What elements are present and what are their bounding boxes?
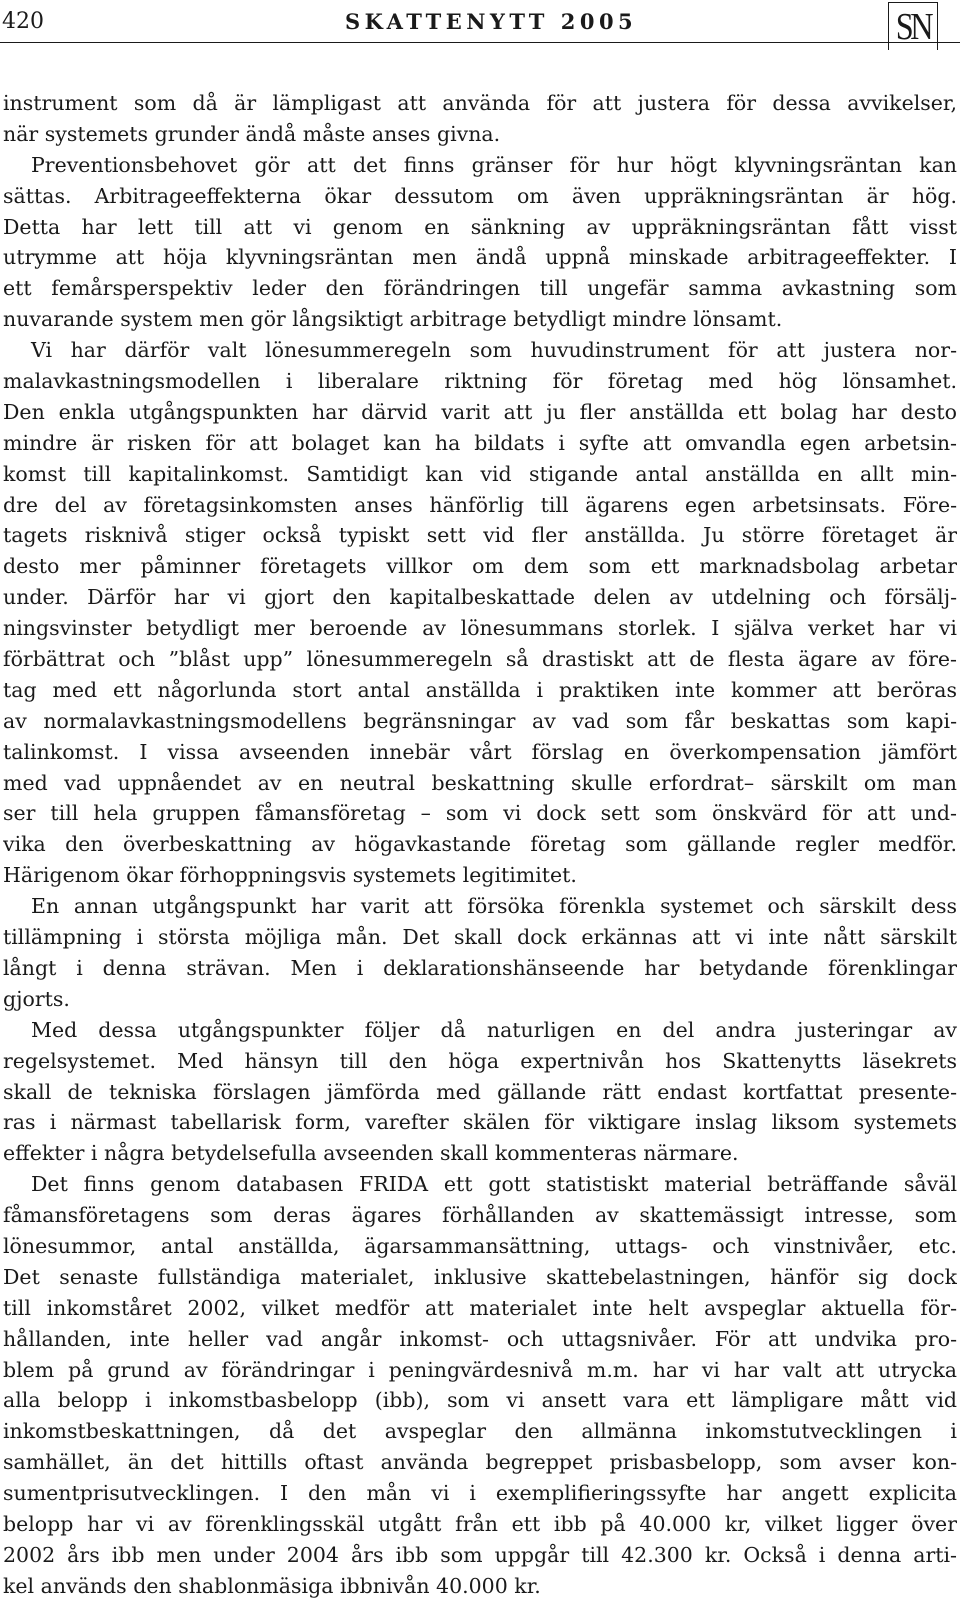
text-line: dre del av företagsinkomsten anses hänförlig till ägarens egen arbetsinsats. Före- [3, 492, 957, 517]
text-line: med vad uppnåendet av en neutral beskattning skulle erfordrat– särskilt om man [3, 770, 957, 795]
page-header [0, 0, 960, 50]
text-line: ningsvinster betydligt mer beroende av lönesummans storlek. I själva verket har vi [3, 616, 957, 641]
text-line: komst till kapitalinkomst. Samtidigt kan vid stigande antal anställda en allt min- [3, 461, 957, 486]
header-rule [0, 42, 960, 43]
text-line: Härigenom ökar förhoppningsvis systemets legitimitet. [3, 863, 577, 888]
text-line: tagets risknivå stiger också typiskt sett vid fler anställda. Ju större företaget är [3, 523, 957, 548]
text-line: malavkastningsmodellen i liberalare riktning för företag med hög lönsamhet. [3, 369, 957, 394]
text-line: Det senaste fullständiga materialet, inklusive skattebelastningen, hänför sig dock [3, 1264, 957, 1289]
text-line: Preventionsbehovet gör att det finns gränser för hur högt klyvningsräntan kan [31, 152, 957, 177]
text-line: blem på grund av förändringar i peningvärdesnivå m.m. har vi har valt att utrycka [3, 1357, 957, 1382]
text-line: under. Därför har vi gjort den kapitalbeskattade delen av utdelning och försälj- [3, 585, 957, 610]
text-line: när systemets grunder ändå måste anses givna. [3, 121, 501, 146]
text-line: Vi har därför valt lönesummeregeln som huvudinstrument för att justera nor- [31, 338, 957, 363]
text-line: gjorts. [3, 986, 70, 1011]
text-line: till inkomståret 2002, vilket medför att materialet inte helt avspeglar aktuella för- [3, 1295, 957, 1320]
text-line: utrymme att höja klyvningsräntan men ändå uppnå minskade arbitrageeffekter. I [3, 245, 957, 270]
text-line: fåmansföretagens som deras ägares förhållanden av skattemässigt intresse, som [3, 1203, 957, 1228]
text-line: belopp har vi av förenklingsskäl utgått från ett ibb på 40.000 kr, vilket ligger över [3, 1511, 957, 1536]
text-line: En annan utgångspunkt har varit att försöka förenkla systemet och särskilt dess [31, 894, 957, 919]
text-line: lönesummor, antal anställda, ägarsammansättning, uttags- och vinstnivåer, etc. [3, 1233, 957, 1258]
journal-logo-text: SN [895, 6, 931, 48]
text-line: instrument som då är lämpligast att använda för att justera för dessa avvikelser, [3, 91, 957, 115]
journal-title: SKATTENYTT 2005 [345, 9, 638, 34]
text-line: skall de tekniska förslagen jämförda med gällande rätt endast kortfattat presente- [3, 1079, 957, 1104]
text-line: inkomstbeskattningen, då det avspeglar den allmänna inkomstutvecklingen i [3, 1419, 957, 1444]
text-line: sättas. Arbitrageeffekterna ökar dessutom om även uppräkningsräntan är hög. [3, 183, 957, 208]
text-line: förbättrat och ”blåst upp” lönesummeregeln så drastiskt att de flesta ägare av före- [3, 647, 957, 672]
text-line: tillämpning i största möjliga mån. Det skall dock erkännas att vi inte nått särskilt [3, 925, 957, 950]
text-line: 2002 års ibb men under 2004 års ibb som uppgår till 42.300 kr. Också i denna arti- [3, 1542, 957, 1567]
page-number: 420 [2, 9, 44, 34]
text-line: desto mer påminner företagets villkor om dem som ett marknadsbolag arbetar [3, 554, 957, 579]
text-line: ras i närmast tabellarisk form, varefter skälen för viktigare inslag liksom systemets [3, 1110, 957, 1135]
article-body [3, 88, 957, 1602]
text-line: mindre är risken för att bolaget kan ha bildats i syfte att omvandla egen arbetsin- [3, 430, 957, 455]
text-line: regelsystemet. Med hänsyn till den höga expertnivån hos Skattenytts läsekrets [3, 1048, 957, 1073]
text-line: vika den överbeskattning av högavkastande företag som gällande regler medför. [3, 832, 957, 857]
text-line: ett femårsperspektiv leder den förändringen till ungefär samma avkastning som [3, 276, 957, 301]
text-line: tag med ett någorlunda stort antal anställda i praktiken inte kommer att beröras [3, 677, 957, 702]
text-line: ser till hela gruppen fåmansföretag – som vi dock sett som önskvärd för att und- [3, 801, 957, 826]
text-line: Det finns genom databasen FRIDA ett gott statistiskt material beträffande såväl [31, 1172, 957, 1197]
text-line: nuvarande system men gör långsiktigt arbitrage betydligt mindre lönsamt. [3, 307, 783, 332]
text-line: samhället, än det hittills oftast använda begreppet prisbasbelopp, som avser kon- [3, 1450, 957, 1475]
text-line: sumentprisutvecklingen. I den mån vi i exemplifieringssyfte har angett explicita [3, 1481, 957, 1506]
text-line: av normalavkastningsmodellens begränsningar av vad som får beskattas som kapi- [3, 708, 957, 733]
text-line: långt i denna strävan. Men i deklarationshänseende har betydande förenklingar [3, 955, 957, 980]
text-line: alla belopp i inkomstbasbelopp (ibb), som vi ansett vara ett lämpligare mått vid [3, 1388, 957, 1413]
text-line: Detta har lett till att vi genom en sänkning av uppräkningsräntan fått visst [3, 214, 957, 239]
text-line: talinkomst. I vissa avseenden innebär vårt förslag en överkompensation jämfört [3, 739, 957, 764]
text-line: Med dessa utgångspunkter följer då naturligen en del andra justeringar av [31, 1017, 957, 1042]
text-line: hållanden, inte heller vad angår inkomst- och uttagsnivåer. För att undvika pro- [3, 1326, 957, 1351]
text-line: kel används den shablonmäsiga ibbnivån 40.000 kr. [3, 1573, 541, 1598]
text-line: effekter i några betydelsefulla avseenden skall kommenteras närmare. [3, 1141, 739, 1166]
text-line: Den enkla utgångspunkten har därvid varit att ju fler anställda ett bolag har desto [3, 399, 957, 424]
